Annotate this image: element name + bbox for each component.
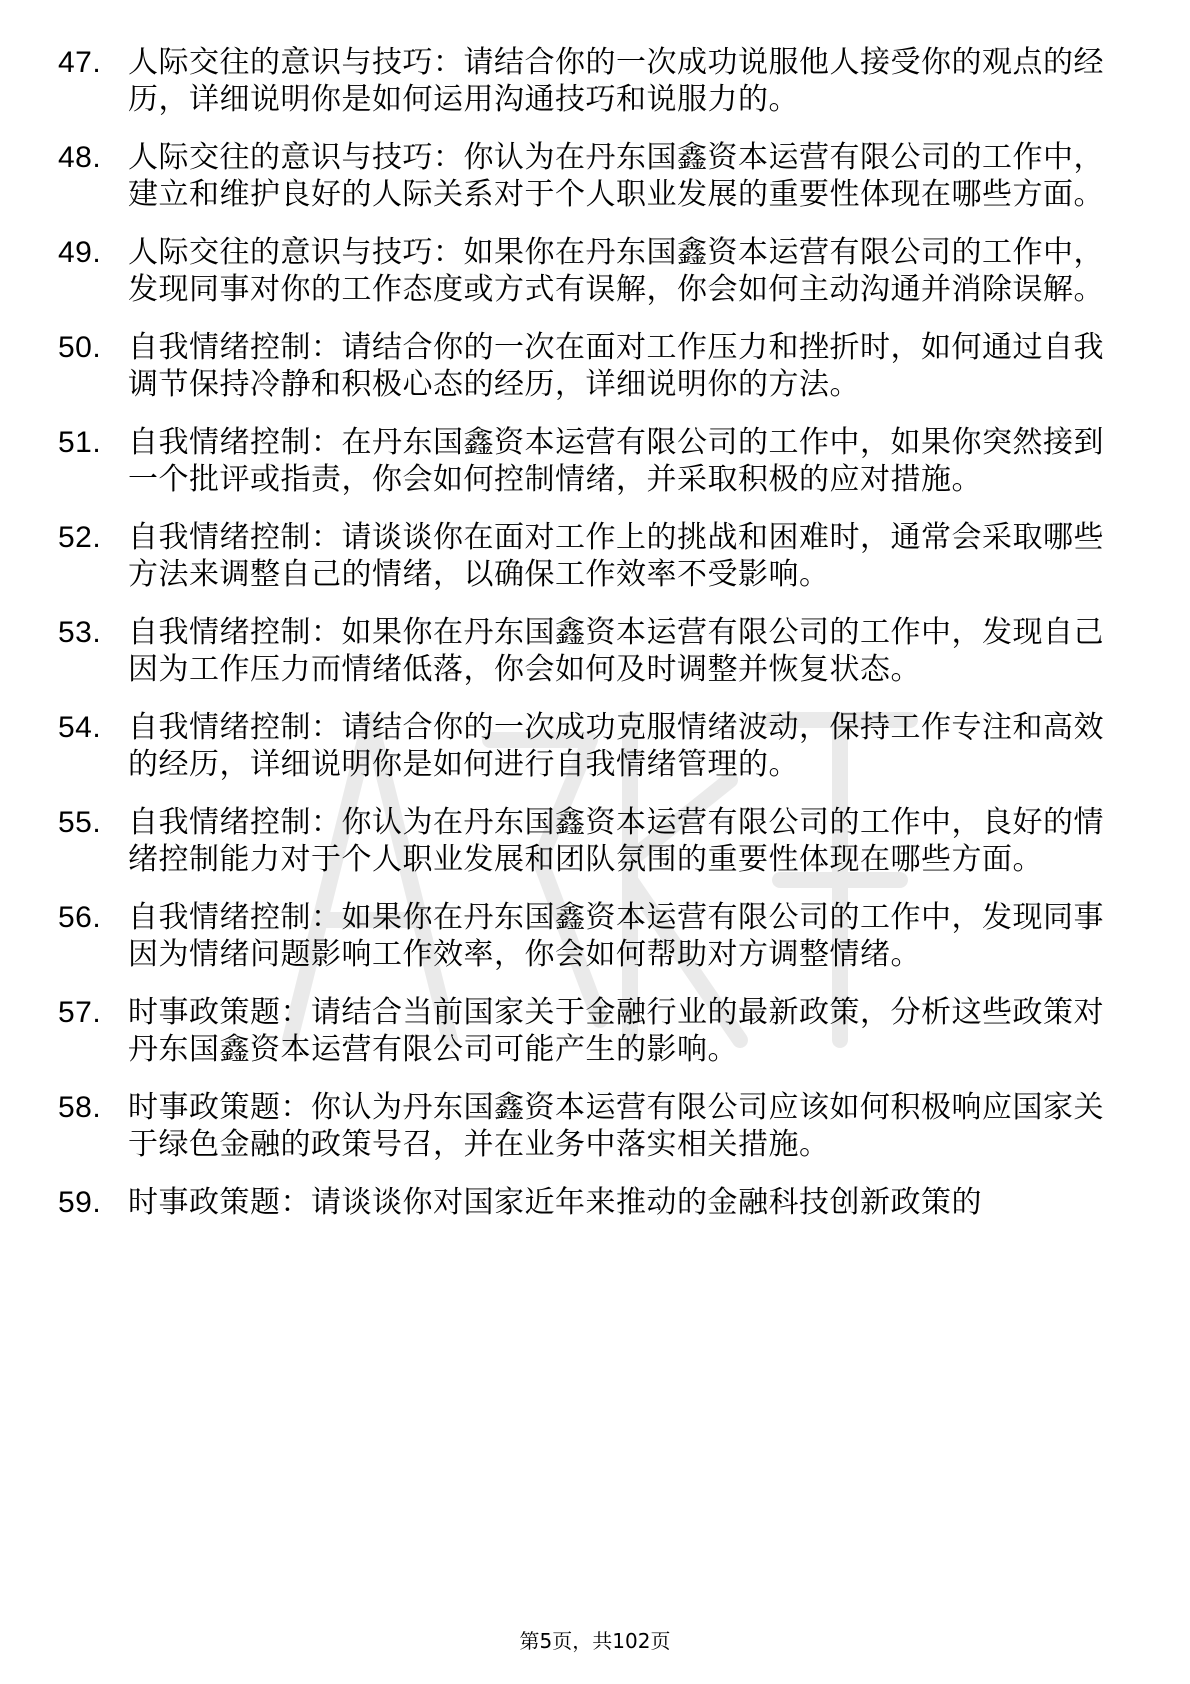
question-text: 人际交往的意识与技巧：请结合你的一次成功说服他人接受你的观点的经历，详细说明你是如何运用沟通技巧和说服力的。: [128, 45, 1104, 117]
question-item: [0, 519, 1190, 593]
question-text: 人际交往的意识与技巧：你认为在丹东国鑫资本运营有限公司的工作中，建立和维护良好的人际关系对于个人职业发展的重要性体现在哪些方面。: [128, 140, 1104, 212]
question-text: 时事政策题：你认为丹东国鑫资本运营有限公司应该如何积极响应国家关于绿色金融的政策号召，并在业务中落实相关措施。: [128, 1090, 1104, 1162]
question-number: 48.: [58, 141, 102, 174]
question-number: 56.: [58, 901, 102, 934]
question-text: 时事政策题：请谈谈你对国家近年来推动的金融科技创新政策的: [128, 1185, 982, 1220]
page-number-label: 第5页，共102页: [519, 1629, 671, 1653]
question-item: [0, 329, 1190, 403]
question-text: 自我情绪控制：你认为在丹东国鑫资本运营有限公司的工作中，良好的情绪控制能力对于个人职业发展和团队氛围的重要性体现在哪些方面。: [128, 805, 1104, 877]
question-item: [0, 424, 1190, 498]
question-text: 自我情绪控制：请结合你的一次在面对工作压力和挫折时，如何通过自我调节保持冷静和积极心态的经历，详细说明你的方法。: [128, 330, 1104, 402]
question-item: [0, 139, 1190, 213]
question-text: 人际交往的意识与技巧：如果你在丹东国鑫资本运营有限公司的工作中，发现同事对你的工作态度或方式有误解，你会如何主动沟通并消除误解。: [128, 235, 1104, 307]
question-number: 57.: [58, 996, 102, 1029]
question-number: 52.: [58, 521, 102, 554]
question-number: 51.: [58, 426, 102, 459]
question-number: 49.: [58, 236, 102, 269]
question-number: 54.: [58, 711, 102, 744]
page-footer: [0, 1629, 1190, 1653]
question-item: [0, 44, 1190, 118]
question-item: [0, 1089, 1190, 1163]
question-number: 55.: [58, 806, 102, 839]
question-number: 58.: [58, 1091, 102, 1124]
question-text: 自我情绪控制：在丹东国鑫资本运营有限公司的工作中，如果你突然接到一个批评或指责，你会如何控制情绪，并采取积极的应对措施。: [128, 425, 1104, 497]
question-list: [0, 44, 1190, 1242]
question-item: [0, 1184, 1190, 1221]
question-text: 时事政策题：请结合当前国家关于金融行业的最新政策，分析这些政策对丹东国鑫资本运营有限公司可能产生的影响。: [128, 995, 1104, 1067]
question-number: 53.: [58, 616, 102, 649]
question-item: [0, 709, 1190, 783]
question-text: 自我情绪控制：请谈谈你在面对工作上的挑战和困难时，通常会采取哪些方法来调整自己的情绪，以确保工作效率不受影响。: [128, 520, 1104, 592]
question-text: 自我情绪控制：如果你在丹东国鑫资本运营有限公司的工作中，发现自己因为工作压力而情绪低落，你会如何及时调整并恢复状态。: [128, 615, 1104, 687]
question-number: 59.: [58, 1186, 102, 1219]
question-item: [0, 614, 1190, 688]
question-item: [0, 234, 1190, 308]
question-number: 50.: [58, 331, 102, 364]
question-item: [0, 899, 1190, 973]
question-number: 47.: [58, 46, 102, 79]
question-item: [0, 994, 1190, 1068]
question-text: 自我情绪控制：请结合你的一次成功克服情绪波动，保持工作专注和高效的经历，详细说明你是如何进行自我情绪管理的。: [128, 710, 1104, 782]
question-text: 自我情绪控制：如果你在丹东国鑫资本运营有限公司的工作中，发现同事因为情绪问题影响工作效率，你会如何帮助对方调整情绪。: [128, 900, 1104, 972]
question-item: [0, 804, 1190, 878]
